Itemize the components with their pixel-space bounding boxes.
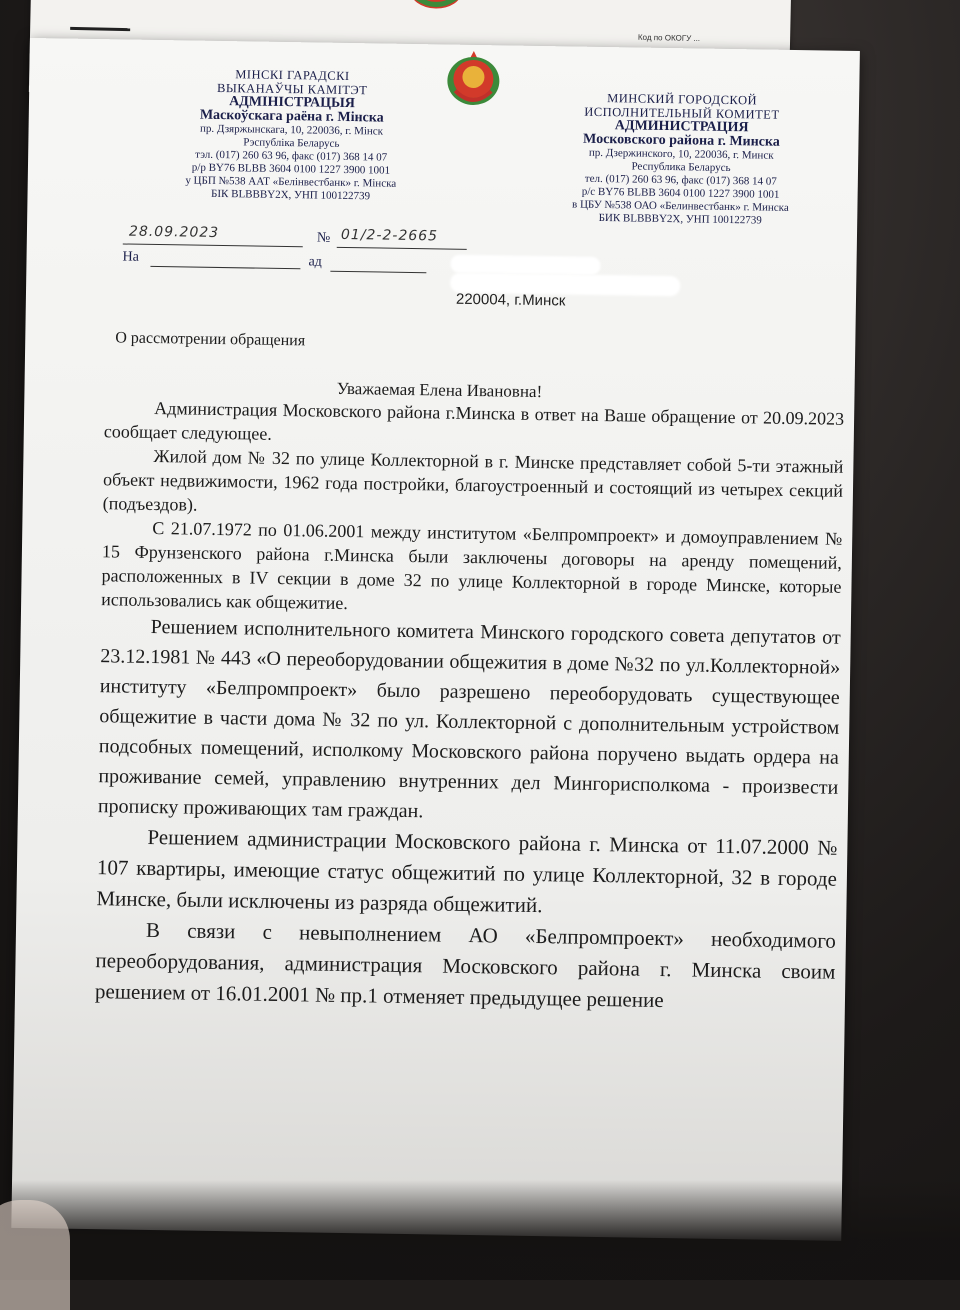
salutation: Уважаемая Елена Ивановна! xyxy=(336,378,543,402)
recipient-address: 220004, г.Минск xyxy=(455,290,566,310)
header-address: пр. Дзержинского, 10, 220036, г. Минск xyxy=(588,146,774,162)
header-line: ИСПОЛНИТЕЛЬНЫЙ КОМИТЕТ xyxy=(584,104,780,122)
paragraph: Администрация Московского района г.Минска в ответ на Ваше обращение от 20.09.2023 сообщает следующее. xyxy=(103,397,845,444)
header-account: р/р BY76 BLBB 3604 0100 1227 3900 1001 xyxy=(191,161,391,177)
registration-number-label: № xyxy=(316,230,331,246)
header-phone: тэл. (017) 260 63 96, факс (017) 368 14 07 xyxy=(195,148,388,164)
redaction-mark xyxy=(450,255,600,275)
header-bik: БИК BLBBBY2X, УНП 100122739 xyxy=(598,211,762,227)
paragraph: В связи с невыполнением АО «Белпромпроект» необходимого переоборудования, администрация Московского района г. Минска своим решением от 16.01.2001 № пр.1 отменяет предыдущее решение xyxy=(94,917,837,1013)
header-country: Республика Беларусь xyxy=(631,160,731,175)
paragraph: Жилой дом № 32 по улице Коллекторной в г. Минске представляет собой 5-ти этажный объект недвижимости, 1962 года постройки, благоустроенный и состоящий из четырех секций (подъездов). xyxy=(102,445,844,515)
reference-field xyxy=(150,250,300,269)
reference-label: На xyxy=(122,249,140,265)
letter-body xyxy=(95,395,845,1019)
finger xyxy=(0,1200,70,1310)
bottom-shadow xyxy=(0,1180,960,1280)
letter-page xyxy=(11,38,860,1241)
letter-subject: О рассмотрении обращения xyxy=(115,329,306,350)
paragraph: Решением исполнительного комитета Минского городского совета депутатов от 23.12.1981 № 443 «О переоборудовании общежития в доме №32 по ул.Коллекторной» институту «Белпромпроект» было разрешено переоборудовать существующее общежитие в части дома № 32 по ул. Коллекторной с дополнительным устройством подсобных помещений, исполкому Московского района поручено выдать ордера на проживание семей, управлению внутренних дел Мингорисполкома - произвести прописку проживающих там граждан. xyxy=(97,615,841,823)
header-bank: у ЦБП №538 ААТ «Белінвестбанк» г. Мінска xyxy=(185,174,397,190)
registration-number: 01/2-2-2665 xyxy=(340,226,439,245)
registration-number-field xyxy=(337,226,467,250)
registration-date: 28.09.2023 xyxy=(128,223,220,241)
emblem-icon xyxy=(401,0,472,13)
header-line: АДМІНІСТРАЦЫЯ xyxy=(229,94,356,112)
header-country: Рэспубліка Беларусь xyxy=(243,136,340,150)
okogu-code: Код по ОКОГУ ... xyxy=(637,32,701,44)
paragraph: С 21.07.1972 по 01.06.2001 между институтом «Белпромпроект» и домоуправлением № 15 Фрунзенского района г.Минска были заключены договоры на аренду помещений, расположенных в IV секции в доме 32 по улице Коллекторной в городе Минске, которые использовались как общежитие. xyxy=(101,517,843,614)
header-line: АДМИНИСТРАЦИЯ xyxy=(614,118,749,136)
header-account: р/с BY76 BLBB 3604 0100 1227 3900 1001 xyxy=(581,185,780,201)
header-line: ВЫКАНАЎЧЫ КАМІТЭТ xyxy=(216,80,368,98)
header-bank: в ЦБУ №538 ОАО «Белинвестбанк» г. Минска xyxy=(571,198,789,214)
paragraph: Решением администрации Московского района г. Минска от 11.07.2000 № 107 квартиры, имеющие статус общежитий по улице Коллекторной, 32 в городе Минске, были исключены из разряда общежитий. xyxy=(96,824,838,918)
emblem-icon xyxy=(441,46,506,109)
header-line: Московского района г. Минска xyxy=(582,131,780,150)
header-line: Маскоўскага раёна г. Мінска xyxy=(199,107,384,126)
header-line: МИНСКИЙ ГОРОДСКОЙ xyxy=(607,91,758,108)
header-line: МІНСКІ ГАРАДСКІ xyxy=(235,67,350,84)
registration-date-field xyxy=(123,225,303,247)
header-phone: тел. (017) 260 63 96, факс (017) 368 14 07 xyxy=(584,172,777,188)
reference-from-label: ад xyxy=(308,254,322,270)
header-belarusian xyxy=(135,66,447,205)
pen-mark xyxy=(70,27,130,31)
reference-from-field xyxy=(330,255,426,274)
header-address: пр. Дзяржынскага, 10, 220036, г. Мінск xyxy=(199,122,384,138)
header-russian xyxy=(525,90,837,229)
header-bik: БІК BLBBBY2X, УНП 100122739 xyxy=(210,187,371,203)
